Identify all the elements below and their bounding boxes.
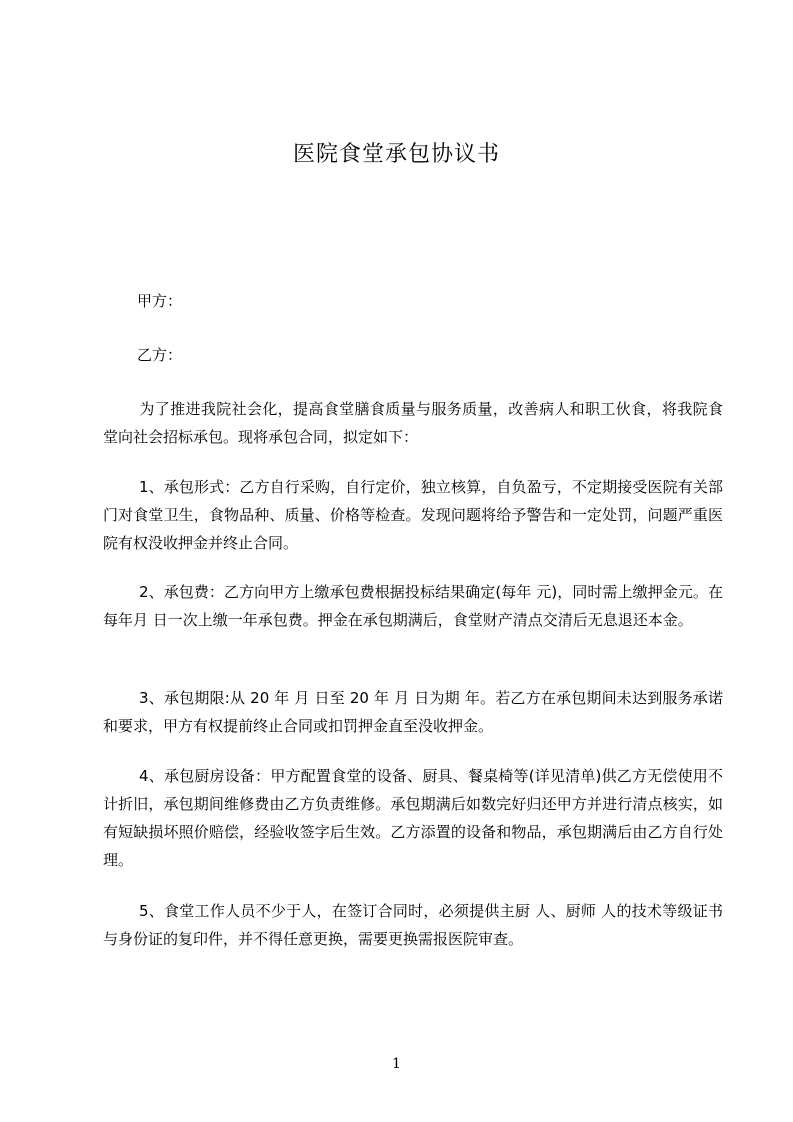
clause-4-text: 4、承包厨房设备：甲方配置食堂的设备、厨具、餐桌椅等(详见清单)供乙方无偿使用不计折旧，承包期间维修费由乙方负责维修。承包期满后如数完好归还甲方并进行清点核实，如有短缺损坏照价赔偿，经验收签字后生效。乙方添置的设备和物品，承包期满后由乙方自行处理。 xyxy=(103,767,723,869)
clause-4-paragraph xyxy=(103,762,723,874)
intro-text: 为了推进我院社会化，提高食堂膳食质量与服务质量，改善病人和职工伙食，将我院食堂向社会招标承包。现将承包合同，拟定如下： xyxy=(103,400,723,446)
page-number: 1 xyxy=(392,1056,401,1072)
clause-3-text: 3、承包期限:从 20 年 月 日至 20 年 月 日为期 年。若乙方在承包期间未达到服务承诺和要求，甲方有权提前终止合同或扣罚押金直至没收押金。 xyxy=(103,689,723,735)
document-title: 医院食堂承包协议书 xyxy=(292,142,500,167)
party-b-label: 乙方： xyxy=(137,346,183,364)
clause-2-text: 2、承包费：乙方向甲方上缴承包费根据投标结果确定(每年 元)，同时需上缴押金元。在每年月 日一次上缴一年承包费。押金在承包期满后，食堂财产清点交清后无息退还本金。 xyxy=(103,583,723,629)
clause-1-paragraph xyxy=(103,473,723,557)
clause-5-paragraph xyxy=(103,897,723,953)
clause-3-paragraph xyxy=(103,684,723,740)
clause-5-text: 5、食堂工作人员不少于人，在签订合同时，必须提供主厨 人、厨师 人的技术等级证书与身份证的复印件，并不得任意更换，需要更换需报医院审查。 xyxy=(103,902,723,948)
intro-paragraph xyxy=(103,395,723,451)
clause-2-paragraph xyxy=(103,578,723,634)
clause-1-text: 1、承包形式：乙方自行采购，自行定价，独立核算，自负盈亏，不定期接受医院有关部门对食堂卫生，食物品种、质量、价格等检查。发现问题将给予警告和一定处罚，问题严重医院有权没收押金并终止合同。 xyxy=(103,478,723,552)
party-a-label: 甲方： xyxy=(137,292,183,310)
